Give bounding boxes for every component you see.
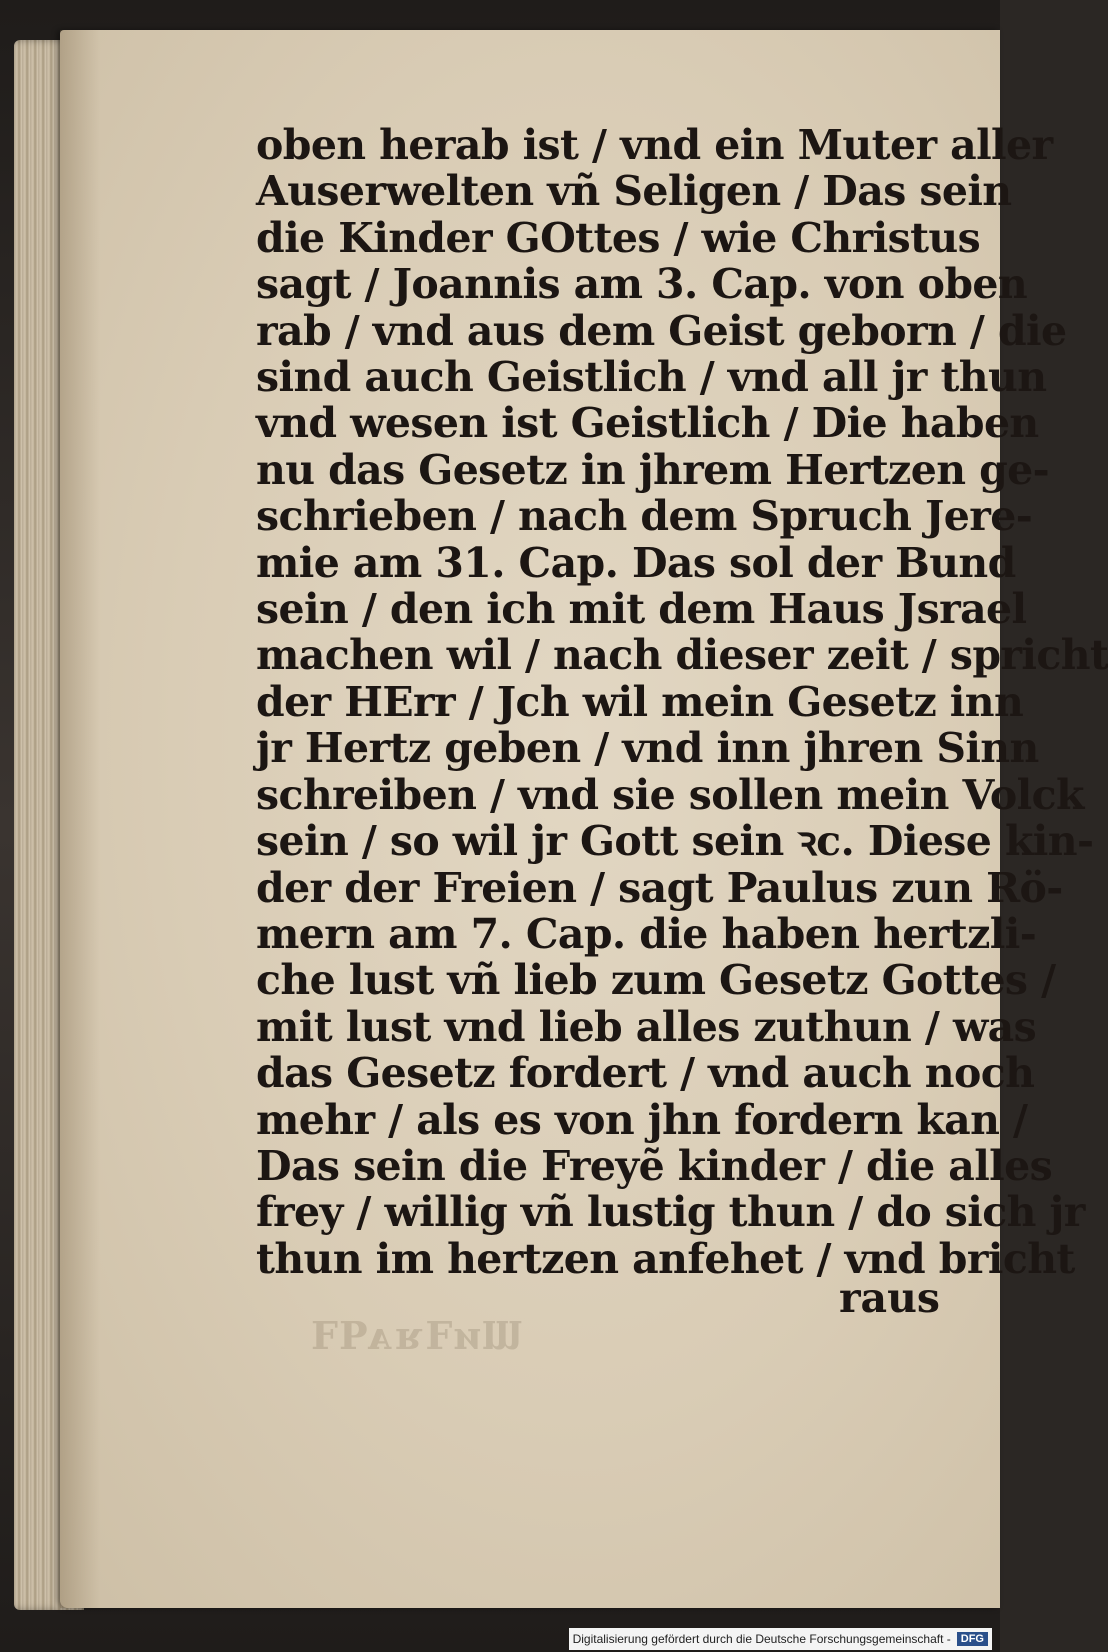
text-line: che lust vñ lieb zum Gesetz Gottes / <box>256 956 1056 1005</box>
text-line: rab / vnd aus dem Geist geborn / die <box>256 306 1067 355</box>
text-line: mie am 31. Cap. Das sol der Bund <box>256 538 1016 587</box>
book-page <box>60 30 1108 1608</box>
text-line: machen wil / nach dieser zeit / spricht <box>256 631 1108 680</box>
dfg-logo-icon: DFG <box>957 1632 988 1646</box>
text-line: sagt / Joannis am 3. Cap. von oben <box>256 260 1028 309</box>
text-block <box>256 121 1108 1283</box>
text-line: schreiben / vnd sie sollen mein Volck <box>256 770 1084 819</box>
text-line: oben herab ist / vnd ein Muter aller <box>256 121 1053 169</box>
text-line: der der Freien / sagt Paulus zun Rö- <box>256 863 1063 912</box>
text-line: vnd wesen ist Geistlich / Die haben <box>256 399 1039 448</box>
text-line: das Gesetz fordert / vnd auch noch <box>256 1049 1035 1098</box>
text-line: jr Hertz geben / vnd inn jhren Sinn <box>256 724 1039 773</box>
text-line: Das sein die Freyẽ kinder / die alles <box>256 1141 1053 1190</box>
text-line: sind auch Geistlich / vnd all jr thun <box>256 353 1047 402</box>
text-line: der HErr / Jch wil mein Gesetz inn <box>256 677 1024 726</box>
text-line: mit lust vnd lieb alles zuthun / was <box>256 1002 1037 1051</box>
catchword: raus <box>838 1274 940 1322</box>
text-line: frey / willig vñ lustig thun / do sich jr <box>256 1188 1085 1237</box>
text-line: mehr / als es von jhn fordern kan / <box>256 1095 1028 1144</box>
footer-credit-text: Digitalisierung gefördert durch die Deutsche Forschungsgemeinschaft - <box>572 1632 951 1646</box>
text-line: schrieben / nach dem Spruch Jere- <box>256 492 1033 541</box>
text-line: mern am 7. Cap. die haben hertzli- <box>256 909 1037 958</box>
text-line: nu das Gesetz in jhrem Hertzen ge- <box>256 445 1050 494</box>
text-line: thun im hertzen anfehet / vnd bricht <box>256 1234 1075 1283</box>
text-line: sein / so wil jr Gott sein ꝛc. Diese kin- <box>256 817 1094 866</box>
text-line: die Kinder GOttes / wie Christus <box>256 213 981 262</box>
bleed-through-text: Ɯᴎꟻᴚᴀꟼꟻ <box>310 1313 523 1358</box>
text-line: Auserwelten vñ Seligen / Das sein <box>256 167 1012 216</box>
digitization-footer <box>569 1628 992 1650</box>
text-line: sein / den ich mit dem Haus Jsrael <box>256 585 1027 634</box>
